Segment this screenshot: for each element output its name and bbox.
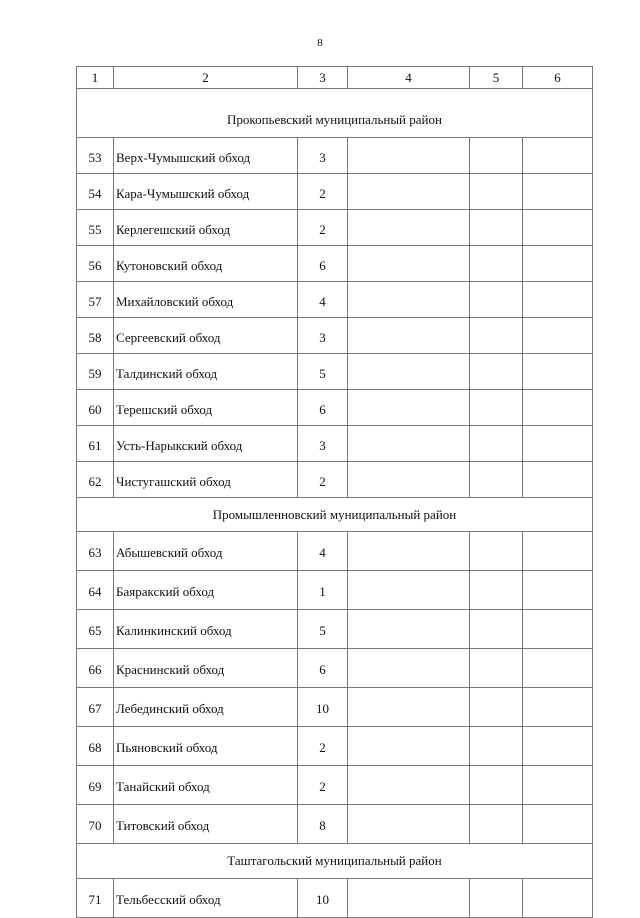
empty-cell	[348, 462, 470, 498]
table-row	[77, 571, 593, 610]
table-row	[77, 805, 593, 844]
row-name: Усть-Нарыкский обход	[114, 426, 298, 462]
row-count: 5	[298, 610, 348, 649]
section-row	[77, 89, 593, 138]
empty-cell	[470, 318, 523, 354]
row-count: 2	[298, 462, 348, 498]
row-count: 3	[298, 426, 348, 462]
empty-cell	[348, 354, 470, 390]
empty-cell	[523, 532, 593, 571]
row-number: 69	[77, 766, 114, 805]
row-count: 3	[298, 138, 348, 174]
table-row	[77, 426, 593, 462]
empty-cell	[470, 879, 523, 918]
empty-cell	[523, 649, 593, 688]
empty-cell	[470, 138, 523, 174]
row-number: 71	[77, 879, 114, 918]
section-row	[77, 498, 593, 532]
row-count: 10	[298, 879, 348, 918]
row-count: 2	[298, 210, 348, 246]
empty-cell	[470, 246, 523, 282]
row-count: 10	[298, 688, 348, 727]
row-number: 55	[77, 210, 114, 246]
empty-cell	[348, 688, 470, 727]
table-row	[77, 174, 593, 210]
table-row	[77, 610, 593, 649]
table-row	[77, 649, 593, 688]
table-row	[77, 462, 593, 498]
empty-cell	[470, 610, 523, 649]
empty-cell	[348, 138, 470, 174]
empty-cell	[348, 649, 470, 688]
row-number: 65	[77, 610, 114, 649]
section-row	[77, 844, 593, 879]
row-name: Тельбесский обход	[114, 879, 298, 918]
header-cell: 5	[470, 67, 523, 89]
empty-cell	[348, 532, 470, 571]
table-row	[77, 727, 593, 766]
section-title: Прокопьевский муниципальный район	[77, 89, 593, 138]
empty-cell	[523, 390, 593, 426]
table-row	[77, 879, 593, 918]
empty-cell	[470, 649, 523, 688]
row-number: 56	[77, 246, 114, 282]
row-number: 60	[77, 390, 114, 426]
empty-cell	[523, 138, 593, 174]
empty-cell	[470, 462, 523, 498]
empty-cell	[470, 727, 523, 766]
header-cell: 2	[114, 67, 298, 89]
row-number: 68	[77, 727, 114, 766]
row-count: 1	[298, 571, 348, 610]
empty-cell	[523, 766, 593, 805]
row-number: 57	[77, 282, 114, 318]
row-count: 4	[298, 282, 348, 318]
row-name: Танайский обход	[114, 766, 298, 805]
table-row	[77, 210, 593, 246]
row-name: Пьяновский обход	[114, 727, 298, 766]
row-count: 6	[298, 390, 348, 426]
empty-cell	[523, 426, 593, 462]
header-cell: 1	[77, 67, 114, 89]
row-name: Титовский обход	[114, 805, 298, 844]
row-count: 6	[298, 649, 348, 688]
row-name: Лебединский обход	[114, 688, 298, 727]
empty-cell	[348, 390, 470, 426]
empty-cell	[470, 571, 523, 610]
empty-cell	[523, 727, 593, 766]
empty-cell	[348, 766, 470, 805]
row-number: 63	[77, 532, 114, 571]
header-cell: 6	[523, 67, 593, 89]
empty-cell	[348, 246, 470, 282]
row-number: 66	[77, 649, 114, 688]
empty-cell	[348, 174, 470, 210]
empty-cell	[523, 354, 593, 390]
row-number: 59	[77, 354, 114, 390]
row-number: 67	[77, 688, 114, 727]
row-name: Талдинский обход	[114, 354, 298, 390]
row-name: Баяракский обход	[114, 571, 298, 610]
row-name: Сергеевский обход	[114, 318, 298, 354]
row-count: 2	[298, 766, 348, 805]
table-row	[77, 390, 593, 426]
empty-cell	[470, 805, 523, 844]
row-count: 8	[298, 805, 348, 844]
row-number: 53	[77, 138, 114, 174]
empty-cell	[470, 354, 523, 390]
empty-cell	[348, 879, 470, 918]
row-number: 58	[77, 318, 114, 354]
header-cell: 4	[348, 67, 470, 89]
row-count: 2	[298, 174, 348, 210]
row-name: Кара-Чумышский обход	[114, 174, 298, 210]
empty-cell	[470, 766, 523, 805]
row-name: Верх-Чумышский обход	[114, 138, 298, 174]
row-number: 61	[77, 426, 114, 462]
districts-table	[76, 66, 593, 918]
table-row	[77, 246, 593, 282]
section-title: Таштагольский муниципальный район	[77, 844, 593, 879]
empty-cell	[523, 318, 593, 354]
empty-cell	[523, 462, 593, 498]
empty-cell	[348, 805, 470, 844]
empty-cell	[523, 246, 593, 282]
empty-cell	[523, 282, 593, 318]
row-name: Керлегешский обход	[114, 210, 298, 246]
empty-cell	[348, 318, 470, 354]
empty-cell	[523, 174, 593, 210]
empty-cell	[523, 805, 593, 844]
empty-cell	[348, 210, 470, 246]
empty-cell	[523, 610, 593, 649]
table-row	[77, 354, 593, 390]
row-count: 4	[298, 532, 348, 571]
empty-cell	[470, 532, 523, 571]
table-row	[77, 532, 593, 571]
table-row	[77, 138, 593, 174]
empty-cell	[523, 879, 593, 918]
row-name: Кутоновский обход	[114, 246, 298, 282]
row-number: 54	[77, 174, 114, 210]
row-count: 6	[298, 246, 348, 282]
row-count: 3	[298, 318, 348, 354]
header-row	[77, 67, 593, 89]
empty-cell	[523, 571, 593, 610]
empty-cell	[470, 282, 523, 318]
empty-cell	[523, 688, 593, 727]
empty-cell	[348, 610, 470, 649]
table-row	[77, 766, 593, 805]
header-cell: 3	[298, 67, 348, 89]
row-number: 70	[77, 805, 114, 844]
row-name: Михайловский обход	[114, 282, 298, 318]
row-name: Калинкинский обход	[114, 610, 298, 649]
empty-cell	[348, 727, 470, 766]
empty-cell	[348, 426, 470, 462]
row-count: 2	[298, 727, 348, 766]
row-number: 62	[77, 462, 114, 498]
empty-cell	[470, 390, 523, 426]
empty-cell	[348, 571, 470, 610]
row-name: Чистугашский обход	[114, 462, 298, 498]
row-name: Краснинский обход	[114, 649, 298, 688]
empty-cell	[470, 688, 523, 727]
section-title: Промышленновский муниципальный район	[77, 498, 593, 532]
empty-cell	[348, 282, 470, 318]
row-name: Абышевский обход	[114, 532, 298, 571]
table-row	[77, 282, 593, 318]
empty-cell	[470, 174, 523, 210]
row-number: 64	[77, 571, 114, 610]
empty-cell	[470, 426, 523, 462]
empty-cell	[470, 210, 523, 246]
row-count: 5	[298, 354, 348, 390]
table-row	[77, 318, 593, 354]
empty-cell	[523, 210, 593, 246]
row-name: Терешский обход	[114, 390, 298, 426]
table-row	[77, 688, 593, 727]
page-number: 8	[317, 37, 323, 49]
